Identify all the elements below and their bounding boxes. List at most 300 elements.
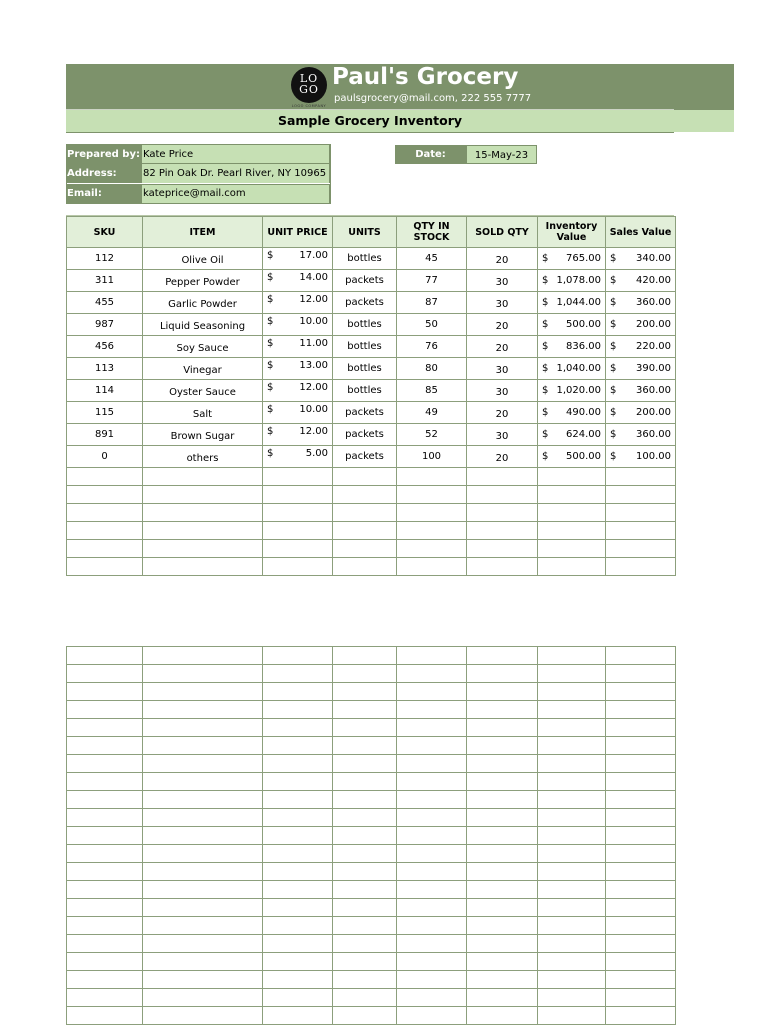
units-cell[interactable]: bottles (333, 336, 397, 358)
item-cell[interactable]: others (143, 446, 263, 468)
empty-cell[interactable] (67, 1007, 143, 1025)
empty-cell[interactable] (263, 1007, 333, 1025)
inventory-value-cell[interactable] (538, 314, 606, 336)
empty-cell[interactable] (538, 486, 606, 504)
empty-cell[interactable] (333, 468, 397, 486)
empty-cell[interactable] (333, 540, 397, 558)
sold-qty-cell[interactable]: 30 (467, 358, 538, 380)
empty-cell[interactable] (263, 647, 333, 665)
empty-cell[interactable] (606, 486, 676, 504)
empty-cell[interactable] (397, 809, 467, 827)
unit-price-cell[interactable] (263, 248, 333, 270)
empty-cell[interactable] (263, 809, 333, 827)
qty-in-stock-cell[interactable]: 87 (397, 292, 467, 314)
sold-qty-cell[interactable]: 20 (467, 314, 538, 336)
sales-value-cell[interactable] (606, 380, 676, 402)
empty-cell[interactable] (538, 989, 606, 1007)
empty-cell[interactable] (606, 917, 676, 935)
empty-cell[interactable] (467, 504, 538, 522)
empty-cell[interactable] (397, 899, 467, 917)
item-cell[interactable]: Liquid Seasoning (143, 314, 263, 336)
empty-cell[interactable] (538, 863, 606, 881)
units-cell[interactable]: packets (333, 292, 397, 314)
empty-cell[interactable] (397, 540, 467, 558)
sold-qty-cell[interactable]: 30 (467, 292, 538, 314)
date-field[interactable]: 15-May-23 (466, 145, 537, 164)
unit-price-cell[interactable] (263, 292, 333, 314)
sales-value-cell[interactable] (606, 358, 676, 380)
item-cell[interactable]: Brown Sugar (143, 424, 263, 446)
empty-cell[interactable] (606, 791, 676, 809)
units-cell[interactable]: bottles (333, 314, 397, 336)
sku-cell[interactable]: 112 (67, 248, 143, 270)
empty-cell[interactable] (538, 719, 606, 737)
empty-cell[interactable] (263, 863, 333, 881)
empty-cell[interactable] (397, 486, 467, 504)
empty-cell[interactable] (397, 827, 467, 845)
empty-cell[interactable] (467, 899, 538, 917)
empty-cell[interactable] (143, 989, 263, 1007)
qty-in-stock-cell[interactable]: 45 (397, 248, 467, 270)
empty-cell[interactable] (333, 773, 397, 791)
unit-price-cell[interactable] (263, 314, 333, 336)
empty-cell[interactable] (467, 881, 538, 899)
empty-cell[interactable] (606, 522, 676, 540)
sku-cell[interactable]: 891 (67, 424, 143, 446)
empty-cell[interactable] (606, 989, 676, 1007)
sales-value-cell[interactable] (606, 424, 676, 446)
empty-cell[interactable] (606, 504, 676, 522)
empty-cell[interactable] (67, 755, 143, 773)
qty-in-stock-cell[interactable]: 77 (397, 270, 467, 292)
address-field[interactable]: 82 Pin Oak Dr. Pearl River, NY 10965 (142, 164, 330, 183)
empty-cell[interactable] (467, 1007, 538, 1025)
empty-cell[interactable] (397, 558, 467, 576)
item-cell[interactable]: Garlic Powder (143, 292, 263, 314)
empty-cell[interactable] (143, 881, 263, 899)
empty-cell[interactable] (333, 863, 397, 881)
empty-cell[interactable] (263, 683, 333, 701)
empty-cell[interactable] (606, 665, 676, 683)
empty-cell[interactable] (397, 719, 467, 737)
empty-cell[interactable] (263, 845, 333, 863)
empty-cell[interactable] (67, 468, 143, 486)
empty-cell[interactable] (333, 647, 397, 665)
empty-cell[interactable] (397, 1007, 467, 1025)
empty-cell[interactable] (333, 737, 397, 755)
inventory-value-cell[interactable] (538, 248, 606, 270)
empty-cell[interactable] (143, 468, 263, 486)
empty-cell[interactable] (538, 809, 606, 827)
empty-cell[interactable] (333, 917, 397, 935)
qty-in-stock-cell[interactable]: 80 (397, 358, 467, 380)
empty-cell[interactable] (143, 647, 263, 665)
empty-cell[interactable] (143, 701, 263, 719)
empty-cell[interactable] (67, 863, 143, 881)
empty-cell[interactable] (606, 468, 676, 486)
sold-qty-cell[interactable]: 30 (467, 270, 538, 292)
empty-cell[interactable] (538, 1007, 606, 1025)
sold-qty-cell[interactable]: 30 (467, 380, 538, 402)
sold-qty-cell[interactable]: 20 (467, 402, 538, 424)
empty-cell[interactable] (467, 791, 538, 809)
empty-cell[interactable] (333, 881, 397, 899)
empty-cell[interactable] (67, 701, 143, 719)
empty-cell[interactable] (467, 486, 538, 504)
empty-cell[interactable] (538, 558, 606, 576)
empty-cell[interactable] (538, 737, 606, 755)
empty-cell[interactable] (263, 827, 333, 845)
empty-cell[interactable] (263, 791, 333, 809)
empty-cell[interactable] (67, 647, 143, 665)
empty-cell[interactable] (67, 971, 143, 989)
empty-cell[interactable] (67, 953, 143, 971)
empty-cell[interactable] (143, 809, 263, 827)
empty-cell[interactable] (467, 701, 538, 719)
empty-cell[interactable] (538, 504, 606, 522)
sales-value-cell[interactable] (606, 446, 676, 468)
empty-cell[interactable] (143, 755, 263, 773)
empty-cell[interactable] (467, 989, 538, 1007)
empty-cell[interactable] (538, 540, 606, 558)
empty-cell[interactable] (333, 989, 397, 1007)
empty-cell[interactable] (67, 917, 143, 935)
empty-cell[interactable] (606, 935, 676, 953)
item-cell[interactable]: Salt (143, 402, 263, 424)
empty-cell[interactable] (606, 953, 676, 971)
empty-cell[interactable] (143, 953, 263, 971)
empty-cell[interactable] (143, 540, 263, 558)
empty-cell[interactable] (467, 540, 538, 558)
empty-cell[interactable] (538, 917, 606, 935)
empty-cell[interactable] (397, 881, 467, 899)
empty-cell[interactable] (538, 773, 606, 791)
empty-cell[interactable] (397, 935, 467, 953)
sku-cell[interactable]: 455 (67, 292, 143, 314)
empty-cell[interactable] (143, 558, 263, 576)
empty-cell[interactable] (606, 809, 676, 827)
sku-cell[interactable]: 114 (67, 380, 143, 402)
empty-cell[interactable] (397, 953, 467, 971)
inventory-value-cell[interactable] (538, 380, 606, 402)
units-cell[interactable]: packets (333, 402, 397, 424)
empty-cell[interactable] (538, 845, 606, 863)
empty-cell[interactable] (467, 755, 538, 773)
qty-in-stock-cell[interactable]: 76 (397, 336, 467, 358)
empty-cell[interactable] (263, 504, 333, 522)
units-cell[interactable]: bottles (333, 358, 397, 380)
qty-in-stock-cell[interactable]: 85 (397, 380, 467, 402)
prepared-by-field[interactable]: Kate Price (142, 145, 330, 164)
qty-in-stock-cell[interactable]: 52 (397, 424, 467, 446)
sales-value-cell[interactable] (606, 270, 676, 292)
empty-cell[interactable] (606, 863, 676, 881)
sku-cell[interactable]: 0 (67, 446, 143, 468)
sales-value-cell[interactable] (606, 248, 676, 270)
empty-cell[interactable] (263, 881, 333, 899)
sku-cell[interactable]: 987 (67, 314, 143, 336)
empty-cell[interactable] (263, 486, 333, 504)
empty-cell[interactable] (263, 701, 333, 719)
empty-cell[interactable] (143, 845, 263, 863)
qty-in-stock-cell[interactable]: 49 (397, 402, 467, 424)
empty-cell[interactable] (67, 665, 143, 683)
empty-cell[interactable] (333, 719, 397, 737)
empty-cell[interactable] (467, 935, 538, 953)
empty-cell[interactable] (397, 917, 467, 935)
sold-qty-cell[interactable]: 20 (467, 248, 538, 270)
empty-cell[interactable] (263, 935, 333, 953)
inventory-value-cell[interactable] (538, 292, 606, 314)
empty-cell[interactable] (397, 522, 467, 540)
empty-cell[interactable] (67, 540, 143, 558)
empty-cell[interactable] (538, 522, 606, 540)
empty-cell[interactable] (67, 809, 143, 827)
empty-cell[interactable] (143, 683, 263, 701)
empty-cell[interactable] (143, 665, 263, 683)
empty-cell[interactable] (263, 989, 333, 1007)
item-cell[interactable]: Olive Oil (143, 248, 263, 270)
empty-cell[interactable] (143, 773, 263, 791)
empty-cell[interactable] (606, 737, 676, 755)
empty-cell[interactable] (467, 737, 538, 755)
empty-cell[interactable] (333, 701, 397, 719)
empty-cell[interactable] (606, 1007, 676, 1025)
empty-cell[interactable] (263, 899, 333, 917)
units-cell[interactable]: packets (333, 446, 397, 468)
sales-value-cell[interactable] (606, 314, 676, 336)
empty-cell[interactable] (538, 881, 606, 899)
sales-value-cell[interactable] (606, 336, 676, 358)
empty-cell[interactable] (333, 683, 397, 701)
empty-cell[interactable] (143, 899, 263, 917)
empty-cell[interactable] (143, 737, 263, 755)
empty-cell[interactable] (143, 827, 263, 845)
empty-cell[interactable] (143, 504, 263, 522)
empty-cell[interactable] (67, 791, 143, 809)
empty-cell[interactable] (397, 468, 467, 486)
empty-cell[interactable] (67, 827, 143, 845)
unit-price-cell[interactable] (263, 446, 333, 468)
empty-cell[interactable] (538, 683, 606, 701)
empty-cell[interactable] (467, 558, 538, 576)
empty-cell[interactable] (143, 917, 263, 935)
empty-cell[interactable] (467, 917, 538, 935)
empty-cell[interactable] (467, 863, 538, 881)
inventory-value-cell[interactable] (538, 402, 606, 424)
item-cell[interactable]: Oyster Sauce (143, 380, 263, 402)
empty-cell[interactable] (538, 953, 606, 971)
empty-cell[interactable] (333, 809, 397, 827)
empty-cell[interactable] (467, 665, 538, 683)
empty-cell[interactable] (606, 755, 676, 773)
empty-cell[interactable] (333, 486, 397, 504)
empty-cell[interactable] (333, 504, 397, 522)
empty-cell[interactable] (467, 827, 538, 845)
empty-cell[interactable] (467, 683, 538, 701)
empty-cell[interactable] (397, 971, 467, 989)
empty-cell[interactable] (333, 953, 397, 971)
empty-cell[interactable] (333, 899, 397, 917)
empty-cell[interactable] (143, 971, 263, 989)
unit-price-cell[interactable] (263, 402, 333, 424)
empty-cell[interactable] (67, 737, 143, 755)
empty-cell[interactable] (333, 558, 397, 576)
empty-cell[interactable] (467, 971, 538, 989)
empty-cell[interactable] (333, 665, 397, 683)
empty-cell[interactable] (397, 863, 467, 881)
empty-cell[interactable] (606, 899, 676, 917)
empty-cell[interactable] (467, 845, 538, 863)
empty-cell[interactable] (263, 773, 333, 791)
empty-cell[interactable] (397, 845, 467, 863)
empty-cell[interactable] (397, 989, 467, 1007)
unit-price-cell[interactable] (263, 424, 333, 446)
empty-cell[interactable] (606, 845, 676, 863)
sold-qty-cell[interactable]: 30 (467, 424, 538, 446)
empty-cell[interactable] (467, 809, 538, 827)
empty-cell[interactable] (67, 486, 143, 504)
empty-cell[interactable] (67, 989, 143, 1007)
empty-cell[interactable] (606, 881, 676, 899)
empty-cell[interactable] (397, 647, 467, 665)
sku-cell[interactable]: 311 (67, 270, 143, 292)
qty-in-stock-cell[interactable]: 50 (397, 314, 467, 336)
empty-cell[interactable] (263, 917, 333, 935)
sku-cell[interactable]: 115 (67, 402, 143, 424)
email-field[interactable]: kateprice@mail.com (142, 184, 330, 203)
empty-cell[interactable] (263, 468, 333, 486)
empty-cell[interactable] (538, 755, 606, 773)
empty-cell[interactable] (333, 827, 397, 845)
empty-cell[interactable] (143, 935, 263, 953)
empty-cell[interactable] (397, 773, 467, 791)
empty-cell[interactable] (538, 701, 606, 719)
inventory-value-cell[interactable] (538, 446, 606, 468)
empty-cell[interactable] (67, 935, 143, 953)
empty-cell[interactable] (333, 935, 397, 953)
unit-price-cell[interactable] (263, 270, 333, 292)
empty-cell[interactable] (333, 755, 397, 773)
empty-cell[interactable] (67, 719, 143, 737)
empty-cell[interactable] (143, 863, 263, 881)
sales-value-cell[interactable] (606, 292, 676, 314)
empty-cell[interactable] (333, 791, 397, 809)
item-cell[interactable]: Soy Sauce (143, 336, 263, 358)
empty-cell[interactable] (263, 953, 333, 971)
empty-cell[interactable] (397, 665, 467, 683)
empty-cell[interactable] (606, 971, 676, 989)
empty-cell[interactable] (263, 737, 333, 755)
empty-cell[interactable] (606, 773, 676, 791)
empty-cell[interactable] (263, 755, 333, 773)
empty-cell[interactable] (263, 665, 333, 683)
empty-cell[interactable] (397, 701, 467, 719)
item-cell[interactable]: Pepper Powder (143, 270, 263, 292)
empty-cell[interactable] (606, 647, 676, 665)
empty-cell[interactable] (606, 719, 676, 737)
empty-cell[interactable] (538, 899, 606, 917)
empty-cell[interactable] (333, 845, 397, 863)
empty-cell[interactable] (263, 971, 333, 989)
empty-cell[interactable] (67, 683, 143, 701)
units-cell[interactable]: packets (333, 270, 397, 292)
empty-cell[interactable] (397, 791, 467, 809)
sales-value-cell[interactable] (606, 402, 676, 424)
empty-cell[interactable] (606, 827, 676, 845)
empty-cell[interactable] (263, 719, 333, 737)
empty-cell[interactable] (67, 881, 143, 899)
empty-cell[interactable] (67, 504, 143, 522)
empty-cell[interactable] (143, 719, 263, 737)
empty-cell[interactable] (397, 683, 467, 701)
empty-cell[interactable] (263, 540, 333, 558)
empty-cell[interactable] (467, 719, 538, 737)
inventory-value-cell[interactable] (538, 270, 606, 292)
empty-cell[interactable] (143, 1007, 263, 1025)
inventory-value-cell[interactable] (538, 336, 606, 358)
empty-cell[interactable] (606, 683, 676, 701)
empty-cell[interactable] (538, 935, 606, 953)
sku-cell[interactable]: 456 (67, 336, 143, 358)
empty-cell[interactable] (538, 647, 606, 665)
inventory-value-cell[interactable] (538, 358, 606, 380)
inventory-value-cell[interactable] (538, 424, 606, 446)
sku-cell[interactable]: 113 (67, 358, 143, 380)
units-cell[interactable]: bottles (333, 380, 397, 402)
unit-price-cell[interactable] (263, 336, 333, 358)
units-cell[interactable]: bottles (333, 248, 397, 270)
empty-cell[interactable] (333, 522, 397, 540)
empty-cell[interactable] (606, 701, 676, 719)
empty-cell[interactable] (263, 522, 333, 540)
empty-cell[interactable] (538, 827, 606, 845)
item-cell[interactable]: Vinegar (143, 358, 263, 380)
empty-cell[interactable] (538, 971, 606, 989)
empty-cell[interactable] (143, 486, 263, 504)
empty-cell[interactable] (467, 953, 538, 971)
empty-cell[interactable] (538, 665, 606, 683)
empty-cell[interactable] (397, 504, 467, 522)
empty-cell[interactable] (467, 647, 538, 665)
empty-cell[interactable] (606, 558, 676, 576)
empty-cell[interactable] (67, 899, 143, 917)
sold-qty-cell[interactable]: 20 (467, 446, 538, 468)
units-cell[interactable]: packets (333, 424, 397, 446)
empty-cell[interactable] (606, 540, 676, 558)
empty-cell[interactable] (263, 558, 333, 576)
unit-price-cell[interactable] (263, 358, 333, 380)
empty-cell[interactable] (67, 845, 143, 863)
empty-cell[interactable] (467, 522, 538, 540)
empty-cell[interactable] (538, 791, 606, 809)
sold-qty-cell[interactable]: 20 (467, 336, 538, 358)
empty-cell[interactable] (67, 558, 143, 576)
empty-cell[interactable] (467, 773, 538, 791)
empty-cell[interactable] (143, 791, 263, 809)
empty-cell[interactable] (143, 522, 263, 540)
empty-cell[interactable] (397, 755, 467, 773)
unit-price-cell[interactable] (263, 380, 333, 402)
empty-cell[interactable] (333, 971, 397, 989)
empty-cell[interactable] (333, 1007, 397, 1025)
empty-cell[interactable] (397, 737, 467, 755)
empty-cell[interactable] (67, 522, 143, 540)
qty-in-stock-cell[interactable]: 100 (397, 446, 467, 468)
empty-cell[interactable] (538, 468, 606, 486)
empty-cell[interactable] (67, 773, 143, 791)
empty-cell[interactable] (467, 468, 538, 486)
